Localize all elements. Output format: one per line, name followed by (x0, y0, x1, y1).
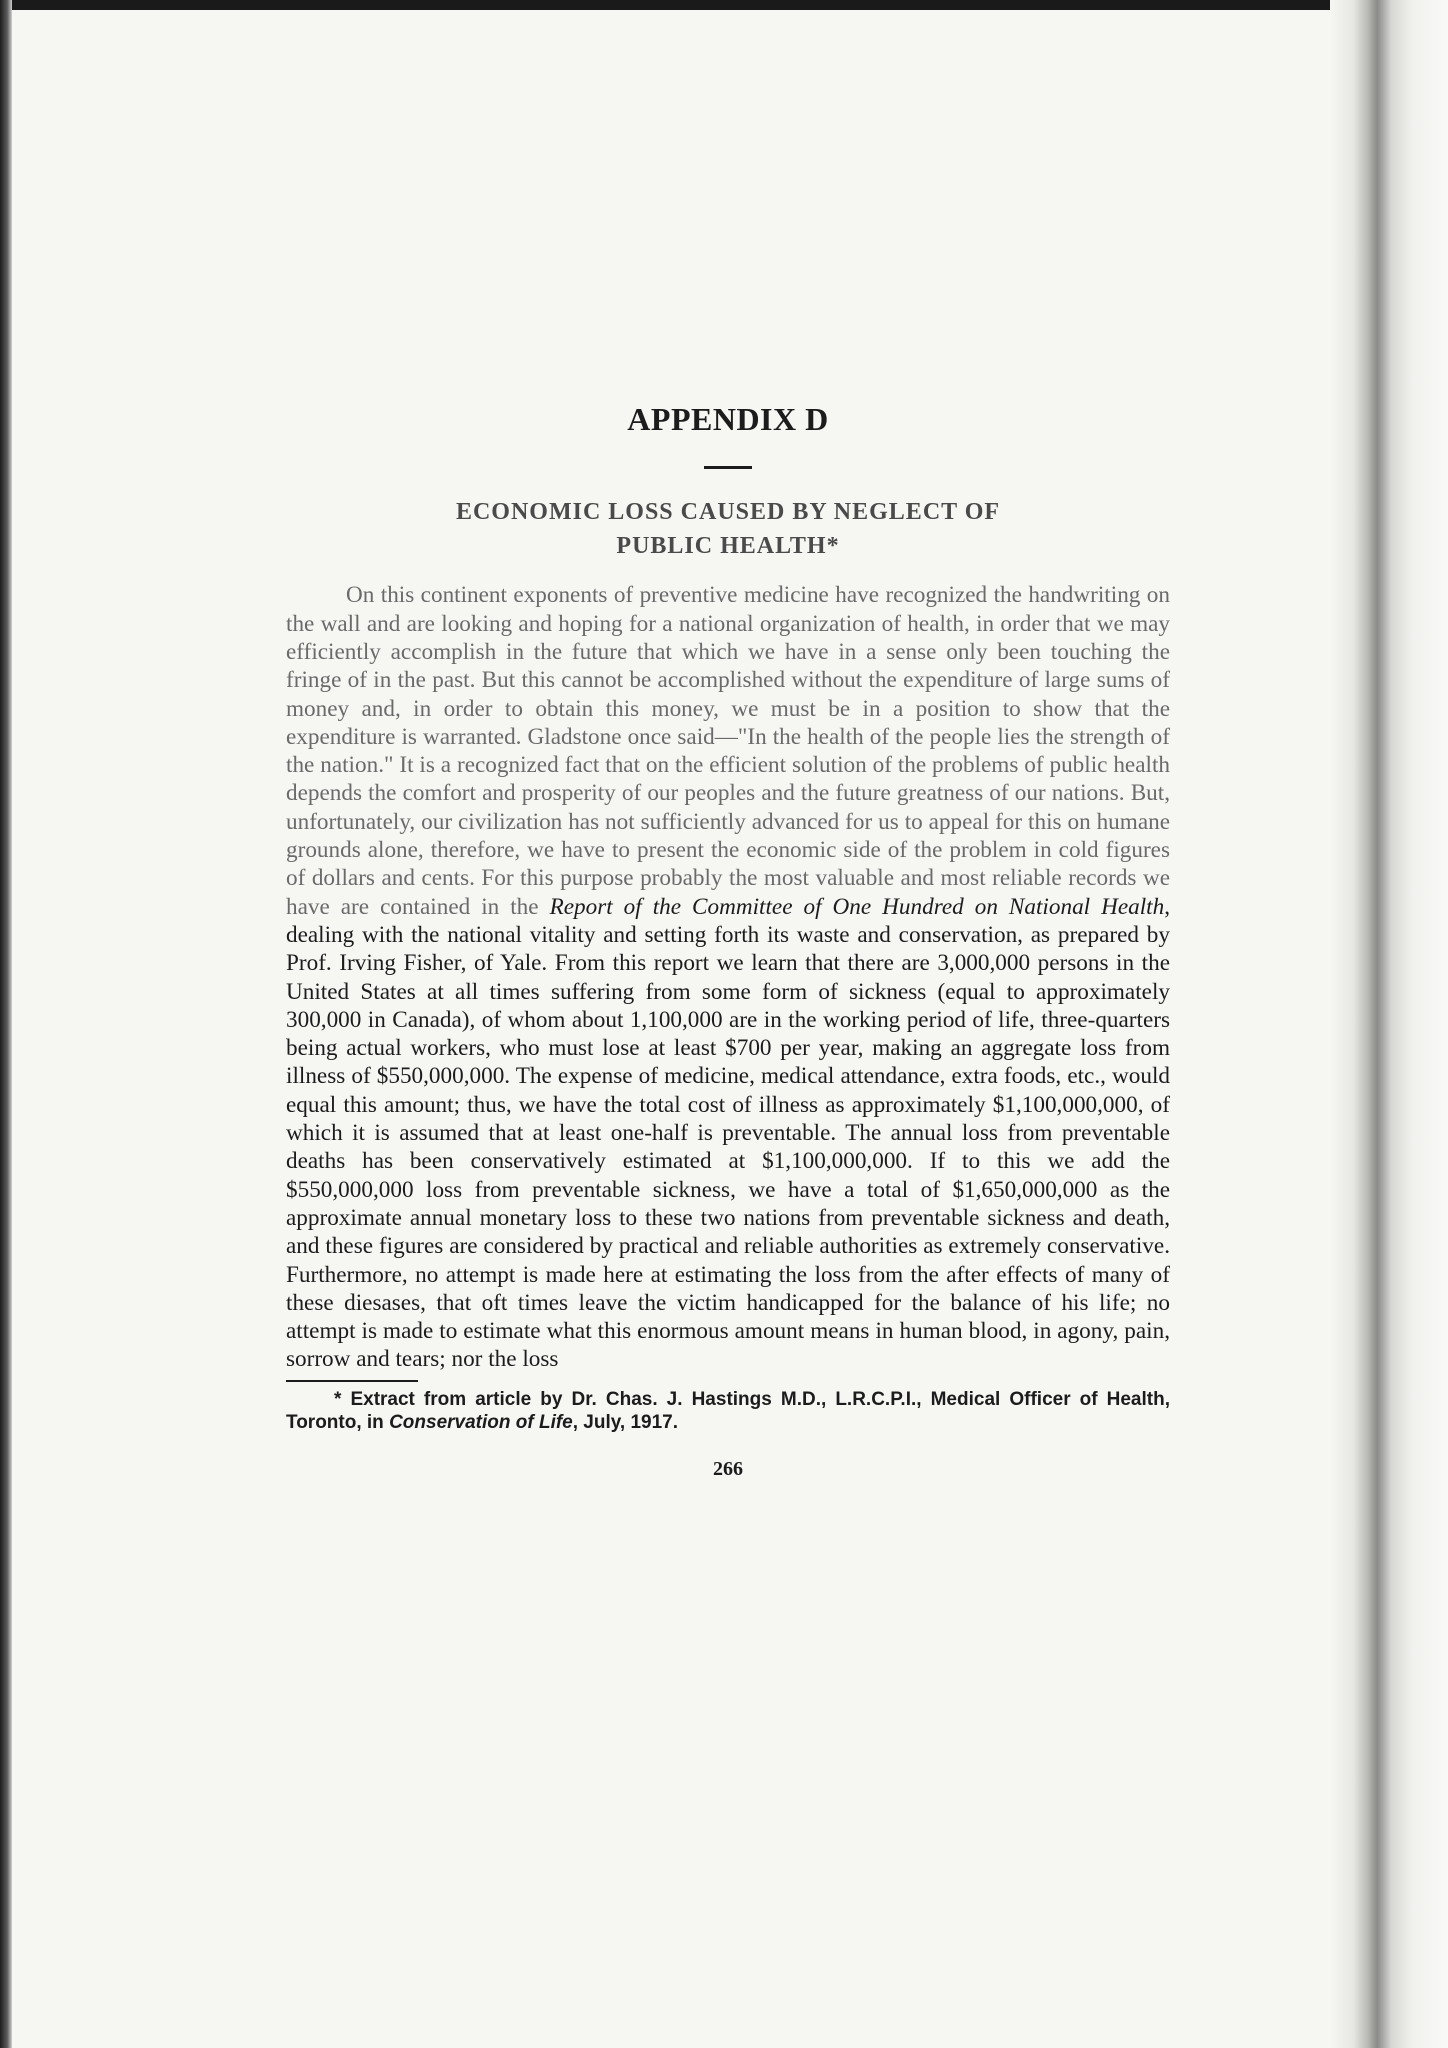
heading-rule (704, 466, 752, 469)
report-title: Report of the Committee of One Hundred on National Health (549, 893, 1165, 920)
page-content (286, 400, 1170, 1481)
footnote-publication: Conservation of Life (389, 1411, 573, 1433)
body-text-part-1: On this continent exponents of preventive medicine have recognized the handwriting on the wall and are looking and hoping for a national organization of health, in order that we may efficiently accomplish in the future that which we have in a sense only been touching the fringe of in the past. But this cannot be accomplished without the expenditure of large sums of money and, in order to obtain this money, we must be in a position to show that the expenditure is warranted. Gladstone once said—"In the health of the people lies the strength of the nation." It is a recognized fact that on the efficient solution of the problems of public health depends the comfort and prosperity of our peoples and the future greatness of our nations. But, unfortunately, our civilization has not sufficiently advanced for us to appeal for this on humane grounds alone, therefore, we have to present the economic side of the problem in cold figures of dollars and cents. For this purpose probably the most valuable and most reliable records we have are contained in the (286, 582, 1170, 920)
footnote-lead: * Extract from article by Dr. Chas. J. Hastings M.D., L.R.C.P.I., Medical Officer of Health, Toronto, in (286, 1388, 1170, 1433)
footnote (286, 1388, 1170, 1434)
book-gutter-shadow (1330, 0, 1448, 2048)
appendix-subtitle (286, 495, 1170, 563)
page-number: 266 (713, 1457, 743, 1480)
footnote-rule (286, 1380, 418, 1382)
body-paragraph (286, 581, 1170, 1373)
subtitle-line-1: ECONOMIC LOSS CAUSED BY NEGLECT OF (455, 499, 1001, 526)
subtitle-line-2: PUBLIC HEALTH* (616, 533, 840, 560)
scan-top-edge (0, 0, 1448, 10)
appendix-heading: APPENDIX D (627, 401, 829, 437)
scan-left-edge (0, 0, 12, 2048)
footnote-tail: , July, 1917. (572, 1411, 679, 1433)
body-text-part-2: , dealing with the national vitality and setting forth its waste and conservation, as prepared by Prof. Irving Fisher, of Yale. From this report we learn that there are 3,000,000 persons in the United States at all times suffering from some form of sickness (equal to approximately 300,000 in Canada), of whom about 1,100,000 are in the working period of life, three-quarters being actual workers, who must lose at least $700 per year, making an aggregate loss from illness of $550,000,000. The expense of medicine, medical attendance, extra foods, etc., would equal this amount; thus, we have the total cost of illness as approximately $1,100,000,000, of which it is assumed that at least one-half is preventable. The annual loss from preventable deaths has been conservatively estimated at $1,100,000,000. If to this we add the $550,000,000 loss from preventable sickness, we have a total of $1,650,000,000 as the approximate annual monetary loss to these two nations from preventable sickness and death, and these figures are considered by practical and reliable authorities as extremely conservative. Furthermore, no attempt is made here at estimating the loss from the after effects of many of these diesases, that oft times leave the victim handicapped for the balance of his life; no attempt is made to estimate what this enormous amount means in human blood, in agony, pain, sorrow and tears; nor the loss (286, 893, 1171, 1373)
